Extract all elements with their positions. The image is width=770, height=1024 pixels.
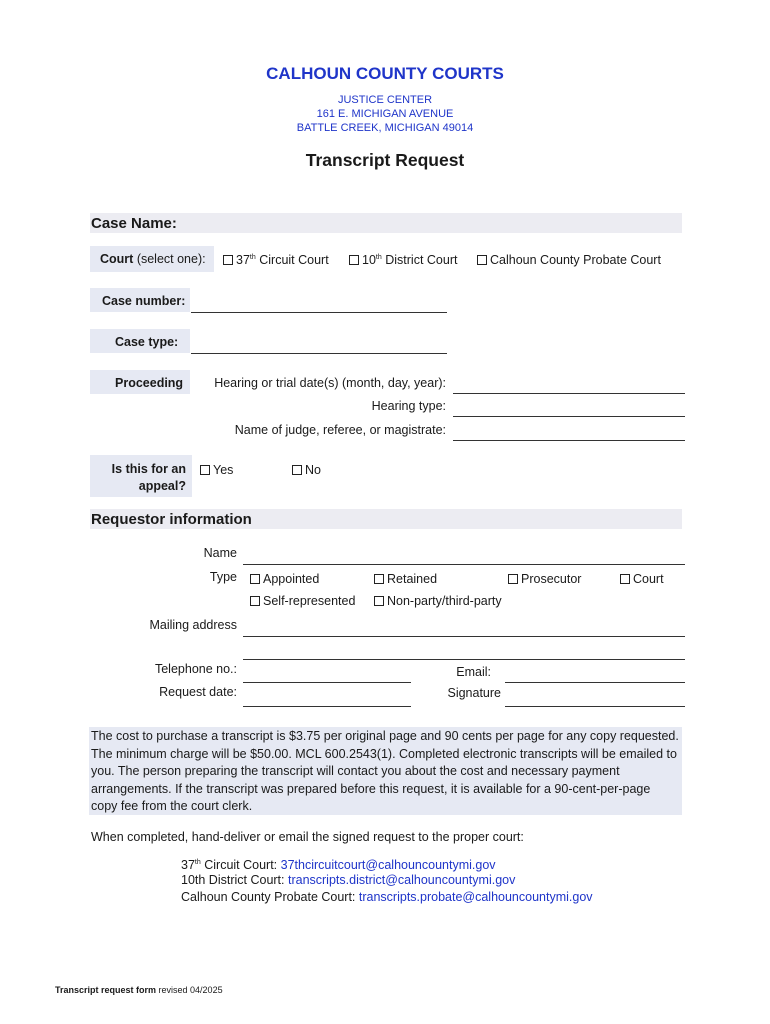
proceeding-label: Proceeding xyxy=(115,376,184,390)
checkbox-icon[interactable] xyxy=(292,465,302,475)
checkbox-icon[interactable] xyxy=(250,596,260,606)
signature-field[interactable] xyxy=(505,706,685,707)
checkbox-icon[interactable] xyxy=(349,255,359,265)
contact-district: 10th District Court: transcripts.district@calhouncountymi.gov xyxy=(181,873,516,887)
mailing-address-field-2[interactable] xyxy=(243,659,685,660)
case-type-field[interactable] xyxy=(191,353,447,354)
contact-probate: Calhoun County Probate Court: transcripts.probate@calhouncountymi.gov xyxy=(181,890,593,904)
type-retained[interactable]: Retained xyxy=(374,572,437,586)
circuit-email-link[interactable]: 37thcircuitcourt@calhouncountymi.gov xyxy=(280,858,496,873)
checkbox-icon[interactable] xyxy=(508,574,518,584)
appeal-label: Is this for an appeal? xyxy=(111,462,186,493)
court-label: Court (select one): xyxy=(100,252,206,266)
request-date-field[interactable] xyxy=(243,706,411,707)
requestor-section-label: Requestor information xyxy=(91,511,252,528)
hearing-type-label: Hearing type: xyxy=(371,399,446,413)
email-field[interactable] xyxy=(505,682,685,683)
hearing-dates-label: Hearing or trial date(s) (month, day, year): xyxy=(214,376,446,390)
case-name-bar xyxy=(90,213,682,233)
court-option-circuit[interactable]: 37th Circuit Court xyxy=(223,253,329,267)
case-number-label: Case number: xyxy=(102,294,186,308)
type-label: Type xyxy=(209,570,237,584)
name-label: Name xyxy=(203,546,237,560)
checkbox-icon[interactable] xyxy=(250,574,260,584)
mailing-address-label: Mailing address xyxy=(149,618,237,632)
delivery-intro: When completed, hand-deliver or email the signed request to the proper court: xyxy=(91,830,524,844)
form-title: Transcript Request xyxy=(305,150,465,170)
cost-notice: The cost to purchase a transcript is $3.75 per original page and 90 cents per page for any copy requested. The minimum charge will be $50.00. MCL 600.2543(1). Completed electronic transcripts will be emailed to you. The person preparing the transcript will contact you about the cost and necessary payment arrangements. If the transcript was prepared before this request, it is available for a 90-cent-per-page copy fee from the court clerk. xyxy=(91,729,679,813)
checkbox-icon[interactable] xyxy=(620,574,630,584)
case-number-field[interactable] xyxy=(191,312,447,313)
email-label: Email: xyxy=(456,665,491,679)
type-non-party[interactable]: Non-party/third-party xyxy=(374,594,502,608)
type-self-represented[interactable]: Self-represented xyxy=(250,594,355,608)
hearing-dates-field[interactable] xyxy=(453,393,685,394)
address-line-3: BATTLE CREEK, MICHIGAN 49014 xyxy=(296,122,474,134)
judge-label: Name of judge, referee, or magistrate: xyxy=(234,423,446,437)
appeal-no-option[interactable]: No xyxy=(292,463,321,477)
hearing-type-field[interactable] xyxy=(453,416,685,417)
signature-label: Signature xyxy=(447,686,501,700)
mailing-address-field-1[interactable] xyxy=(243,636,685,637)
checkbox-icon[interactable] xyxy=(477,255,487,265)
district-email-link[interactable]: transcripts.district@calhouncountymi.gov xyxy=(287,873,516,887)
case-name-label: Case Name: xyxy=(91,215,177,232)
type-appointed[interactable]: Appointed xyxy=(250,572,319,586)
contact-circuit: 37th Circuit Court: 37thcircuitcourt@calhouncountymi.gov xyxy=(181,858,496,873)
footer-revision: Transcript request form revised 04/2025 xyxy=(55,985,223,995)
court-option-probate[interactable]: Calhoun County Probate Court xyxy=(477,253,661,267)
type-court[interactable]: Court xyxy=(620,572,664,586)
org-title: CALHOUN COUNTY COURTS xyxy=(266,64,504,83)
checkbox-icon[interactable] xyxy=(374,574,384,584)
checkbox-icon[interactable] xyxy=(200,465,210,475)
court-option-district[interactable]: 10th District Court xyxy=(349,253,457,267)
appeal-yes-option[interactable]: Yes xyxy=(200,463,233,477)
checkbox-icon[interactable] xyxy=(374,596,384,606)
checkbox-icon[interactable] xyxy=(223,255,233,265)
request-date-label: Request date: xyxy=(159,685,237,699)
probate-email-link[interactable]: transcripts.probate@calhouncountymi.gov xyxy=(358,890,593,904)
telephone-field[interactable] xyxy=(243,682,411,683)
judge-field[interactable] xyxy=(453,440,685,441)
address-line-2: 161 E. MICHIGAN AVENUE xyxy=(316,108,454,120)
case-type-label: Case type: xyxy=(115,335,179,349)
address-line-1: JUSTICE CENTER xyxy=(337,94,433,106)
name-field[interactable] xyxy=(243,564,685,565)
telephone-label: Telephone no.: xyxy=(154,662,237,676)
type-prosecutor[interactable]: Prosecutor xyxy=(508,572,581,586)
